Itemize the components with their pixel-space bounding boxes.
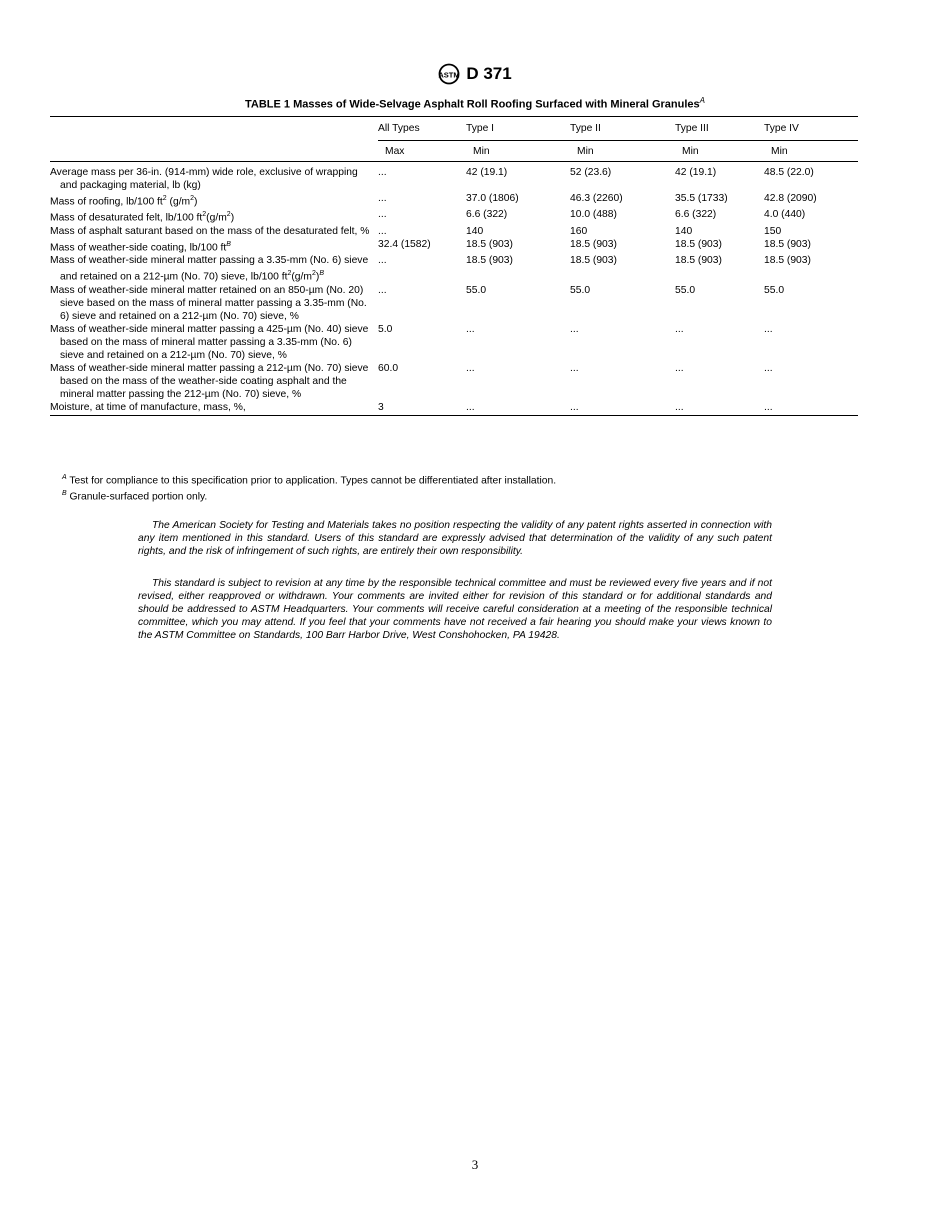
cell-value: 42 (19.1) (675, 162, 764, 193)
row-description: Mass of weather-side mineral matter retained on an 850-µm (No. 20) sieve based on the mass of mineral matter passing a 3.35-mm (No. 6) sieve and retained on a 212-µm (No. 70) sieve, % (50, 284, 367, 322)
desc-text: Mass of weather-side mineral matter passing a 3.35-mm (No. 6) sieve and retained on a 212-µm (No. 70) sieve, lb/100 ft (50, 255, 369, 283)
table-row (50, 323, 858, 362)
table-row (50, 192, 858, 208)
table-title (0, 96, 950, 111)
cell-value: 35.5 (1733) (675, 193, 728, 204)
cell-value: 42 (19.1) (466, 162, 570, 193)
footnote-mark: A (62, 474, 67, 481)
cell-value: ... (570, 401, 675, 416)
desc-text: ) (315, 271, 320, 283)
row-description: Mass of asphalt saturant based on the mass of the desaturated felt, % (50, 225, 370, 237)
table-row (50, 401, 858, 416)
row-description (50, 254, 378, 283)
cell-value: 6.6 (322) (675, 209, 717, 221)
cell-value: 46.3 (2260) (570, 193, 623, 204)
cell-value: ... (378, 284, 387, 296)
patent-notice: The American Society for Testing and Materials takes no position respecting the validity of any patent rights asserted in connection with any item mentioned in this standard. Users of this standard are expressly advised that determination of the validity of any such patent rights, and the risk of infringement of such rights, are entirely their own responsibility. (138, 520, 772, 557)
cell-value: ... (675, 323, 684, 335)
subheader-min: Min (466, 141, 570, 162)
row-description (50, 208, 378, 224)
cell-value: ... (764, 323, 773, 335)
table-title-footnote-mark: A (699, 96, 705, 105)
cell-value: 6.6 (322) (466, 209, 508, 221)
cell-value: 18.5 (903) (570, 255, 617, 267)
cell-value: ... (466, 362, 475, 374)
desc-superscript: 2 (287, 270, 292, 278)
cell-value: ... (764, 401, 858, 416)
cell-value: 55.0 (466, 284, 487, 296)
cell-value: ... (675, 362, 684, 374)
cell-value: 140 (466, 225, 484, 237)
document-header (0, 63, 950, 85)
cell-value: 55.0 (764, 284, 785, 296)
header-all-types: All Types (378, 117, 466, 141)
row-description (50, 192, 378, 208)
table-subheader-row (50, 141, 858, 162)
header-type-iii: Type III (675, 117, 764, 141)
desc-superscript: 2 (226, 211, 231, 219)
table-row (50, 238, 858, 254)
cell-value: ... (378, 193, 387, 204)
cell-value: 55.0 (570, 284, 591, 296)
subheader-min: Min (675, 141, 764, 162)
desc-text: (g/m (291, 271, 312, 283)
desc-text: Mass of desaturated felt, lb/100 ft (50, 212, 203, 224)
cell-value: 140 (675, 225, 693, 237)
astm-logo-icon (438, 63, 460, 85)
desc-superscript: 2 (190, 195, 195, 202)
header-type-iv: Type IV (764, 117, 858, 141)
cell-value: 55.0 (675, 284, 696, 296)
cell-value: ... (378, 209, 387, 221)
cell-value: 150 (764, 225, 782, 237)
cell-value: ... (466, 401, 570, 416)
desc-text: (g/m (166, 196, 191, 208)
cell-value: 18.5 (903) (675, 238, 722, 250)
row-description: Average mass per 36-in. (914-mm) wide role, exclusive of wrapping and packaging material, lb (kg) (50, 162, 378, 193)
cell-value: ... (466, 323, 475, 335)
header-type-ii: Type II (570, 117, 675, 141)
footnote-text: Granule-surfaced portion only. (66, 491, 208, 503)
cell-value: ... (570, 362, 579, 374)
masses-table (50, 116, 858, 416)
cell-value: 18.5 (903) (466, 238, 513, 250)
cell-value: 32.4 (1582) (378, 238, 431, 250)
desc-superscript: 2 (202, 211, 207, 219)
footnote-b (62, 487, 556, 503)
row-description: Mass of weather-side mineral matter passing a 212-µm (No. 70) sieve based on the mass of the weather-side coating asphalt and the mineral matter passing the 212-µm (No. 70) sieve, % (50, 362, 369, 400)
desc-text: ) (230, 212, 235, 224)
standard-designation: D 371 (466, 64, 512, 83)
table-title-text: TABLE 1 Masses of Wide-Selvage Asphalt Roll Roofing Surfaced with Mineral Granules (245, 98, 700, 111)
cell-value: 60.0 (378, 362, 399, 374)
cell-value: 18.5 (903) (675, 255, 722, 267)
cell-value: ... (378, 255, 387, 267)
cell-value: ... (764, 362, 773, 374)
desc-text: ) (194, 196, 198, 208)
table-footnotes (62, 471, 556, 504)
footnote-text: Test for compliance to this specification prior to application. Types cannot be differentiated after installation. (66, 475, 557, 487)
cell-value: 10.0 (488) (570, 209, 617, 221)
footnote-a (62, 471, 556, 487)
cell-value: 52 (23.6) (570, 162, 675, 193)
header-description (50, 117, 378, 141)
desc-superscript: 2 (311, 270, 316, 278)
cell-value: 5.0 (378, 323, 393, 335)
cell-value: 18.5 (903) (466, 255, 513, 267)
subheader-min: Min (570, 141, 675, 162)
table-row (50, 284, 858, 323)
cell-value: 18.5 (903) (764, 255, 811, 267)
cell-value: ... (570, 323, 579, 335)
table-row (50, 162, 858, 193)
subheader-max: Max (378, 141, 466, 162)
cell-value: 160 (570, 225, 588, 237)
desc-text: Mass of weather-side coating, lb/100 ft (50, 242, 227, 254)
row-description (50, 238, 378, 254)
footnote-mark: B (226, 240, 231, 248)
cell-value: ... (378, 162, 466, 193)
cell-value: ... (675, 401, 764, 416)
cell-value: 18.5 (903) (764, 238, 811, 250)
table-row (50, 208, 858, 224)
page-number: 3 (471, 1157, 479, 1172)
subheader-blank (50, 141, 378, 162)
cell-value: 42.8 (2090) (764, 193, 817, 204)
cell-value: 48.5 (22.0) (764, 162, 858, 193)
table-header-row (50, 117, 858, 141)
cell-value: 4.0 (440) (764, 209, 806, 221)
logo-text: ASTM (438, 70, 460, 80)
desc-superscript: 2 (162, 195, 167, 202)
footnote-mark: B (62, 490, 67, 498)
table-row (50, 225, 858, 238)
desc-text: Mass of roofing, lb/100 ft (50, 196, 163, 208)
table-row (50, 254, 858, 283)
cell-value: 3 (378, 401, 466, 416)
row-description: Mass of weather-side mineral matter passing a 425-µm (No. 40) sieve based on the mass of mineral matter passing a 3.35-mm (No. 6) sieve and retained on a 212-µm (No. 70) sieve, % (50, 323, 369, 361)
row-description: Moisture, at time of manufacture, mass, %, (50, 401, 378, 416)
subheader-min: Min (764, 141, 858, 162)
desc-text: (g/m (206, 212, 227, 224)
cell-value: 18.5 (903) (570, 238, 617, 250)
footnote-mark: B (319, 270, 324, 278)
revision-notice: This standard is subject to revision at any time by the responsible technical committee and must be reviewed every five years and if not revised, either reapproved or withdrawn. Your comments are invited either for revision of this standard or for additional standards and should be addressed to ASTM Headquarters. Your comments will receive careful consideration at a meeting of the responsible technical committee, which you may attend. If you feel that your comments have not received a fair hearing you should make your views known to the ASTM Committee on Standards, 100 Barr Harbor Drive, West Conshohocken, PA 19428. (138, 578, 772, 641)
table-row (50, 362, 858, 401)
cell-value: 37.0 (1806) (466, 193, 519, 204)
header-type-i: Type I (466, 117, 570, 141)
cell-value: ... (378, 225, 387, 237)
